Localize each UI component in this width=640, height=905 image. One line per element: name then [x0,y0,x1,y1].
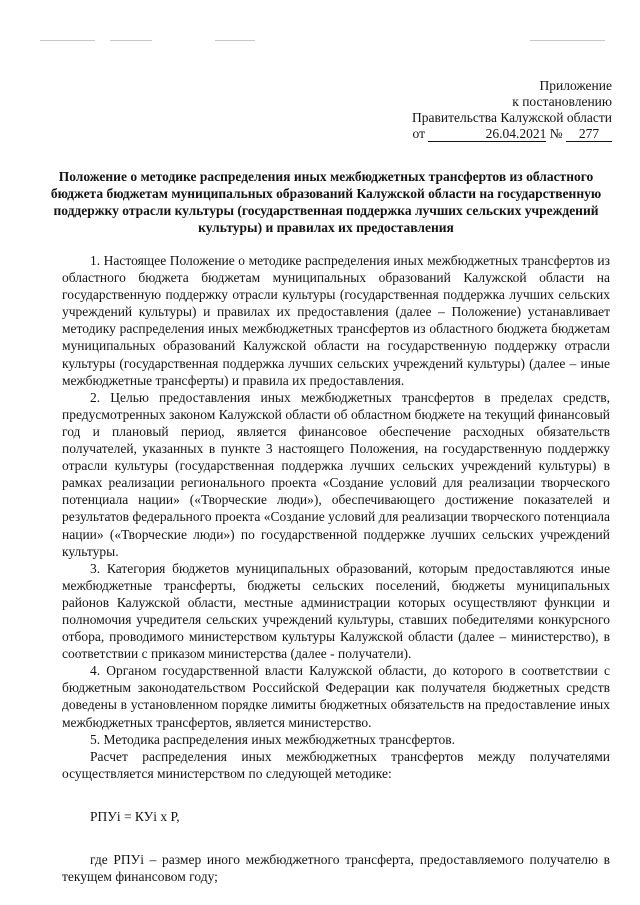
scan-artifact [110,40,152,41]
appendix-line: Приложение [539,78,612,93]
scan-artifact [215,40,255,41]
paragraph-6: Расчет распределения иных межбюджетных трансфертов между получателями осуществляется министерством по следующей методике: [62,748,610,781]
appendix-line: Правительства Калужской области [411,110,612,125]
document-title: Положение о методике распределения иных межбюджетных трансфертов из областного бюджета бюджетам муниципальных образований Калужской области на государственную поддержку отрасли культуры (государственная поддержка лучших сельских учреждений культуры) и правилах их предоставления [50,169,602,235]
paragraph-3: 3. Категория бюджетов муниципальных образований, которым предоставляются иные межбюджетные трансферты, бюджеты сельских поселений, бюджеты муниципальных районов Калужской области, местные администрации которых осуществляют функции и полномочия учредителя сельских учреждений культуры, ставших победителями конкурсного отбора, проводимого министерством культуры Калужской области (далее – министерство), в соответствии с приказом министерства (далее - получатели). [62,560,610,662]
paragraph-7: где РПУi – размер иного межбюджетного трансферта, предоставляемого получателю в текущем финансовом году; [62,852,610,885]
paragraph-1: 1. Настоящее Положение о методике распределения иных межбюджетных трансфертов из областного бюджета бюджетам муниципальных образований Калужской области на государственную поддержку отрасли культуры (государственная поддержка лучших сельских учреждений культуры) и правилах их предоставления (далее – Положение) устанавливает методику распределения иных межбюджетных трансфертов из областного бюджета бюджетам муниципальных образований Калужской области на государственную поддержку отрасли культуры (государственная поддержка лучших сельских учреждений культуры) (далее – иные межбюджетные трансферты) и правила их предоставления. [62,253,610,388]
document-body [62,252,610,885]
date-field [428,127,546,142]
formula: РПУi = КУi x Р, [90,808,180,824]
appendix-line: к постановлению [512,94,612,109]
paragraph-2: 2. Целью предоставления иных межбюджетных трансфертов в пределах средств, предусмотренных законом Калужской области об областном бюджете на текущий финансовый год и плановый период, является финансовое обеспечение расходных обязательств получателей, указанных в пункте 3 настоящего Положения, на государственную поддержку отрасли культуры (государственная поддержка лучших сельских учреждений культуры) в рамках реализации регионального проекта «Создание условий для реализации творческого потенциала нации» («Творческие люди»), обеспечивающего достижение показателей и результатов федерального проекта «Создание условий для реализации творческого потенциала нации» («Творческие люди») по государственной поддержке лучших сельских учреждений культуры. [62,389,610,559]
number-label: № [549,126,563,141]
appendix-date-number [372,126,612,142]
paragraph-4: 4. Органом государственной власти Калужской области, до которого в соответствии с бюджетным законодательством Российской Федерации как получателя бюджетных средств доведены в установленном порядке лимиты бюджетных обязательств на предоставление иных межбюджетных трансфертов, является министерство. [62,663,610,730]
number-field [566,127,612,142]
scan-artifact [530,40,605,41]
appendix-block [372,78,612,142]
number-value: 277 [578,126,600,141]
paragraph-5: 5. Методика распределения иных межбюджетных трансфертов. [90,731,456,747]
date-value: 26.04.2021 [485,126,547,141]
from-label: от [412,126,425,141]
scan-artifact [40,40,95,41]
